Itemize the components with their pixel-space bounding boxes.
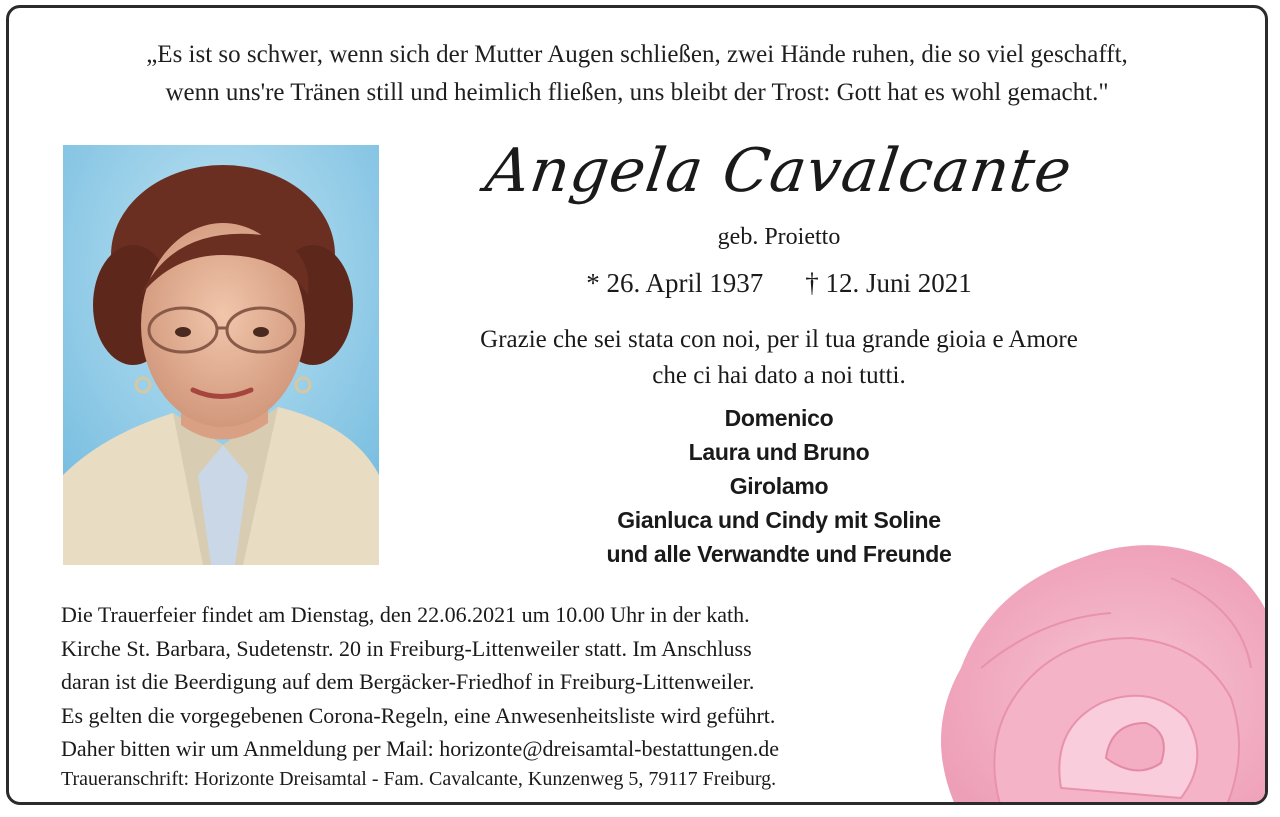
info-line: daran ist die Beerdigung auf dem Bergäcker-Friedhof in Freiburg-Littenweiler. [61,669,755,694]
tribute-text [399,322,1159,394]
mourner-entry: Gianluca und Cindy mit Soline [617,507,941,533]
birth-date: * 26. April 1937 [586,268,764,298]
mourner-entry: Domenico [724,405,834,431]
mourning-address: Traueranschrift: Horizonte Dreisamtal - Fam. Cavalcante, Kunzenweg 5, 79117 Freiburg. [61,768,777,790]
rose-decoration [921,518,1268,805]
death-date: † 12. Juni 2021 [805,268,972,298]
obituary-card [6,5,1268,805]
deceased-name: Angela Cavalcante [481,136,1077,206]
life-dates [449,268,1109,299]
portrait-photo [63,145,379,565]
info-line: Kirche St. Barbara, Sudetenstr. 20 in Freiburg-Littenweiler statt. Im Anschluss [61,635,752,661]
memorial-quote [9,36,1265,112]
mourner-entry: Girolamo [729,473,829,499]
tribute-line-2: che ci hai dato a noi tutti. [652,362,906,389]
quote-line-2: wenn uns're Tränen still und heimlich fließen, uns bleibt der Trost: Gott hat es wohl gemacht." [165,79,1109,106]
quote-line-1: „Es ist so schwer, wenn sich der Mutter Augen schließen, zwei Hände ruhen, die so viel geschafft, [146,41,1128,68]
mourner-entry: und alle Verwandte und Freunde [606,541,952,567]
birth-name: geb. Proietto [717,224,841,250]
funeral-info [61,598,961,766]
info-line: Es gelten die vorgegebenen Corona-Regeln, eine Anwesenheitsliste wird geführt. [61,702,776,728]
info-line: Die Trauerfeier findet am Dienstag, den 22.06.2021 um 10.00 Uhr in der kath. [61,602,750,627]
mourner-entry: Laura und Bruno [688,439,870,465]
info-line: Daher bitten wir um Anmeldung per Mail: horizonte@dreisamtal-bestattungen.de [61,736,779,761]
tribute-line-1: Grazie che sei stata con noi, per il tua grande gioia e Amore [480,326,1078,353]
